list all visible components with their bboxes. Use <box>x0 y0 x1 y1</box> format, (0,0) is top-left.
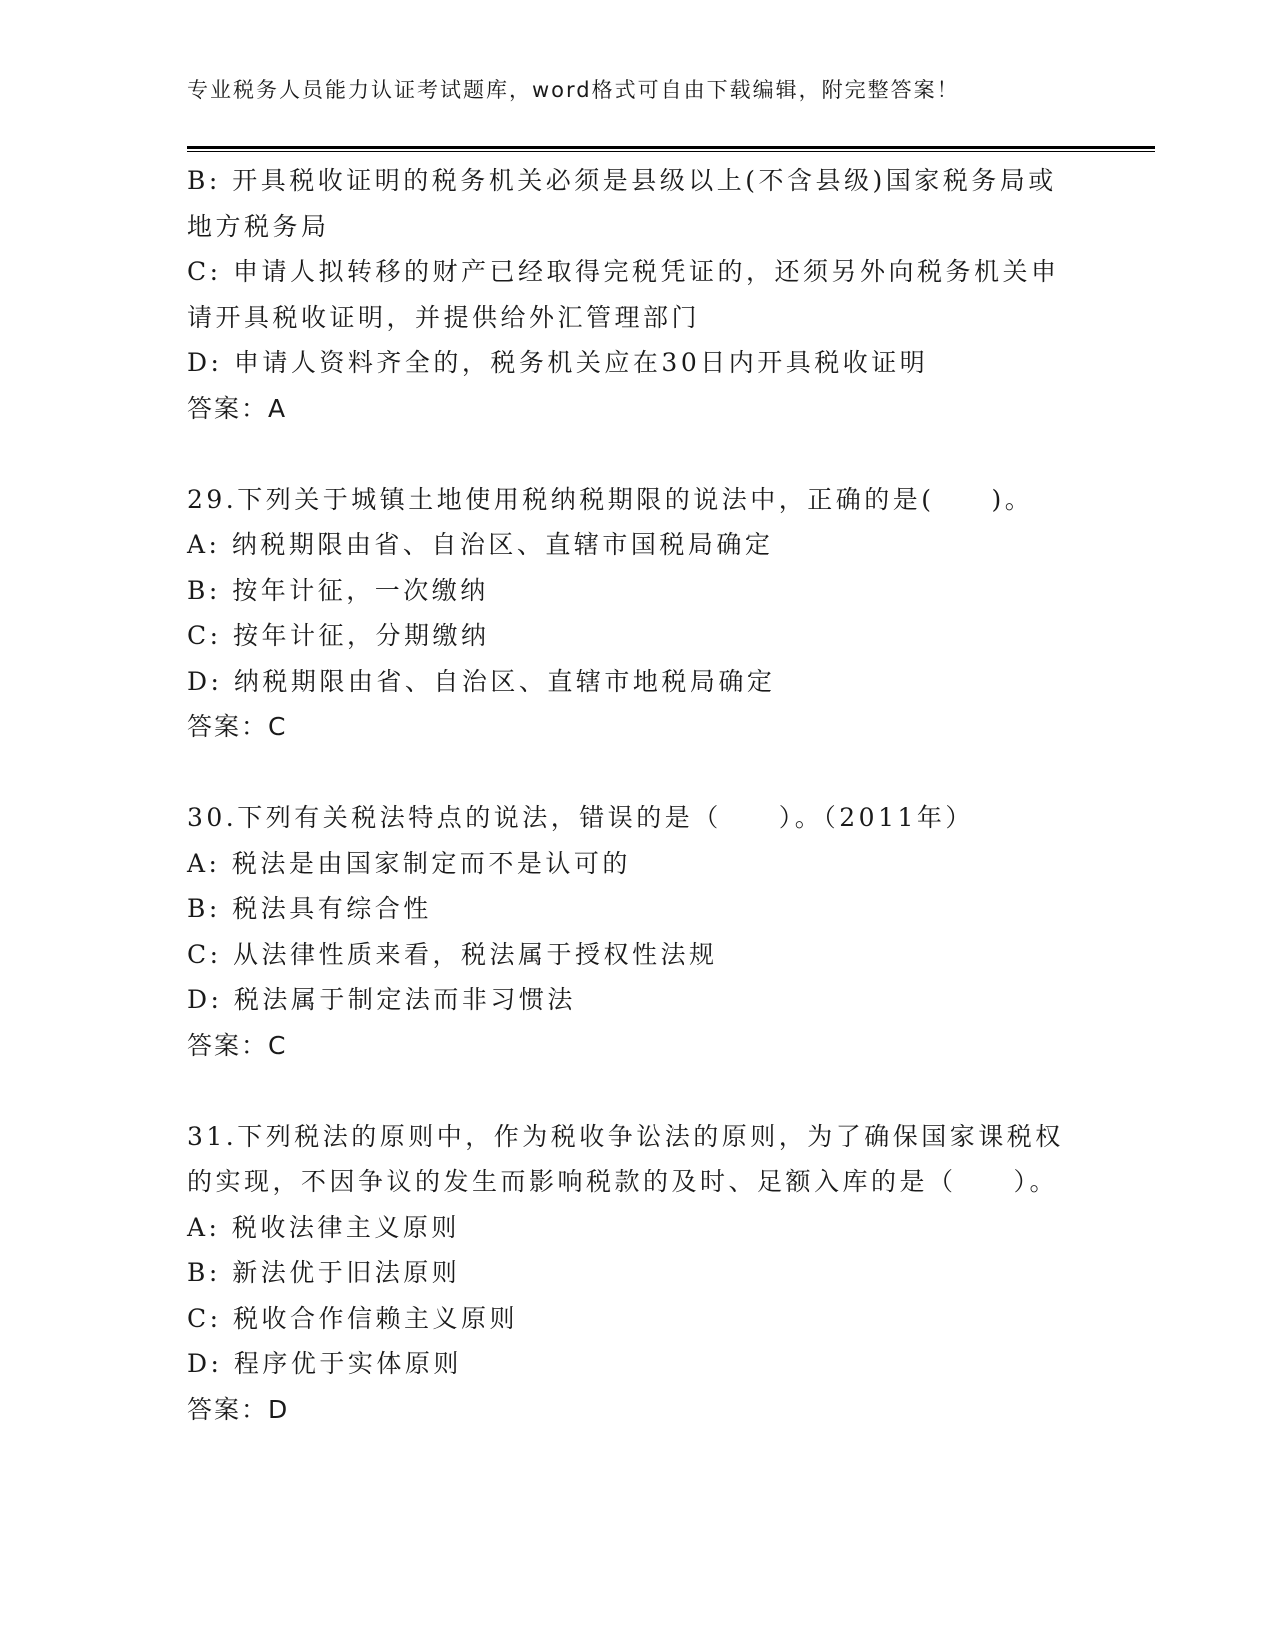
question-30 <box>187 795 1087 1068</box>
option-b: B: 新法优于旧法原则 <box>187 1258 461 1287</box>
option-a: A: 纳税期限由省、自治区、直辖市国税局确定 <box>187 530 774 559</box>
option-b: B: 按年计征，一次缴纳 <box>187 575 489 605</box>
question-stem: 的实现，不因争议的发生而影响税款的及时、足额入库的是（ ）。 <box>187 1167 1059 1196</box>
option-d: D: 程序优于实体原则 <box>187 1349 462 1378</box>
page-header: 专业税务人员能力认证考试题库，word格式可自由下载编辑，附完整答案！ <box>187 78 960 102</box>
option-d: D: 税法属于制定法而非习惯法 <box>187 985 576 1014</box>
question-stem: 30.下列有关税法特点的说法，错误的是（ ）。（2011年） <box>187 803 974 832</box>
option-d: D: 纳税期限由省、自治区、直辖市地税局确定 <box>187 666 776 696</box>
answer-line: 答案：C <box>187 712 288 741</box>
header-rule-thick <box>187 146 1155 149</box>
option-c: C: 税收合作信赖主义原则 <box>187 1303 518 1333</box>
header-rule-thin <box>187 151 1155 152</box>
option-c: C: 按年计征，分期缴纳 <box>187 621 490 650</box>
option-b: B: 税法具有综合性 <box>187 894 432 923</box>
continued-question <box>187 158 1087 431</box>
answer-line: 答案：A <box>187 393 288 423</box>
option-line: 请开具税收证明，并提供给外汇管理部门 <box>187 302 701 332</box>
option-c: C: 从法律性质来看，税法属于授权性法规 <box>187 939 718 969</box>
option-a: A: 税法是由国家制定而不是认可的 <box>187 848 631 878</box>
question-stem: 31.下列税法的原则中，作为税收争讼法的原则，为了确保国家课税权 <box>187 1121 1064 1151</box>
question-31 <box>187 1114 1087 1433</box>
question-29 <box>187 477 1087 750</box>
option-a: A: 税收法律主义原则 <box>187 1212 460 1242</box>
answer-line: 答案：C <box>187 1030 288 1060</box>
spacer <box>187 1068 1087 1114</box>
question-stem: 29.下列关于城镇土地使用税纳税期限的说法中，正确的是( )。 <box>187 484 1034 514</box>
option-line: D: 申请人资料齐全的，税务机关应在30日内开具税收证明 <box>187 348 929 377</box>
spacer <box>187 431 1087 477</box>
document-body <box>187 158 1087 1432</box>
spacer <box>187 750 1087 796</box>
option-line: C: 申请人拟转移的财产已经取得完税凭证的，还须另外向税务机关申 <box>187 257 1060 286</box>
option-line: 地方税务局 <box>187 211 330 241</box>
answer-line: 答案：D <box>187 1394 290 1424</box>
option-line: B: 开具税收证明的税务机关必须是县级以上(不含县级)国家税务局或 <box>187 166 1057 195</box>
